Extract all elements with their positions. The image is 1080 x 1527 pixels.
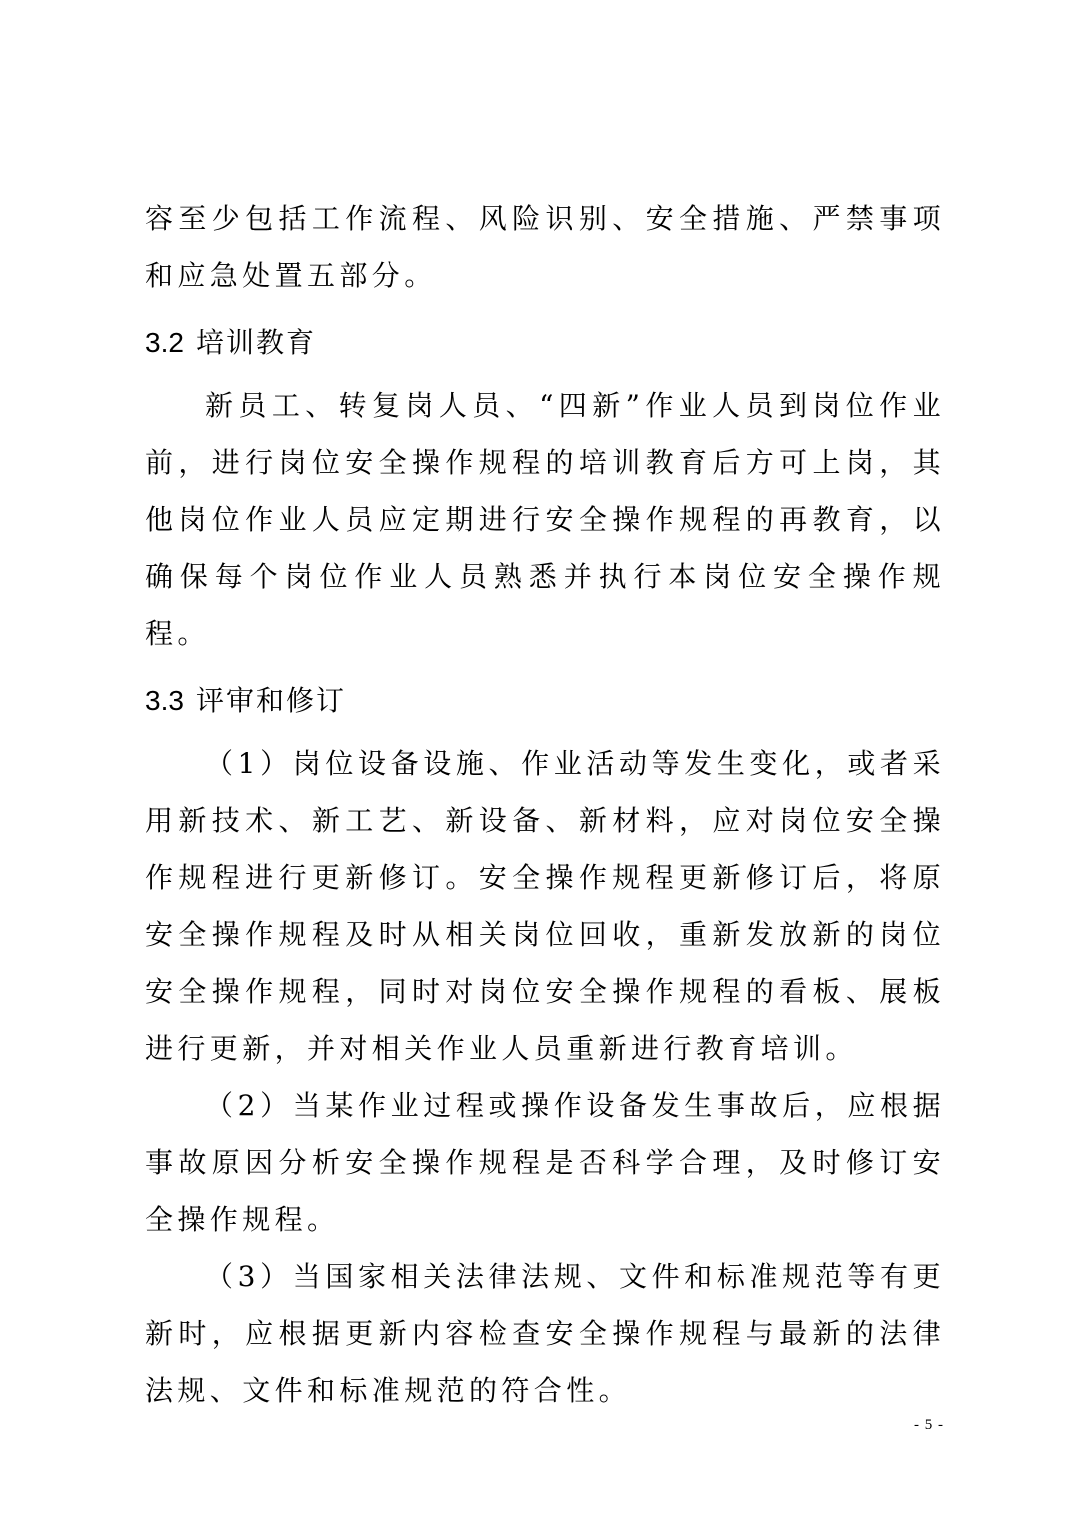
- section-title: 评审和修订: [195, 684, 346, 717]
- page-number: - 5 -: [914, 1417, 944, 1433]
- section-heading-3-2: [145, 314, 945, 371]
- paragraph-item-2: （2）当某作业过程或操作设备发生事故后，应根据事故原因分析安全操作规程是否科学合理，及时修订安全操作规程。: [145, 1089, 945, 1236]
- document-body: [145, 190, 945, 1419]
- paragraph-item-1: （1）岗位设备设施、作业活动等发生变化，或者采用新技术、新工艺、新设备、新材料，应对岗位安全操作规程进行更新修订。安全操作规程更新修订后，将原安全操作规程及时从相关岗位回收，重新发放新的岗位安全操作规程，同时对岗位安全操作规程的看板、展板进行更新，并对相关作业人员重新进行教育培训。: [145, 747, 945, 1065]
- section-number: 3.2: [145, 327, 184, 358]
- section-title: 培训教育: [195, 326, 316, 359]
- section-heading-3-3: [145, 672, 945, 729]
- paragraph-training: 新员工、转复岗人员、“四新”作业人员到岗位作业前，进行岗位安全操作规程的培训教育后方可上岗，其他岗位作业人员应定期进行安全操作规程的再教育，以确保每个岗位作业人员熟悉并执行本岗位安全操作规程。: [145, 389, 945, 650]
- section-number: 3.3: [145, 685, 184, 716]
- paragraph-item-3: （3）当国家相关法律法规、文件和标准规范等有更新时，应根据更新内容检查安全操作规程与最新的法律法规、文件和标准规范的符合性。: [145, 1260, 945, 1407]
- paragraph-continued: 容至少包括工作流程、风险识别、安全措施、严禁事项和应急处置五部分。: [145, 202, 945, 292]
